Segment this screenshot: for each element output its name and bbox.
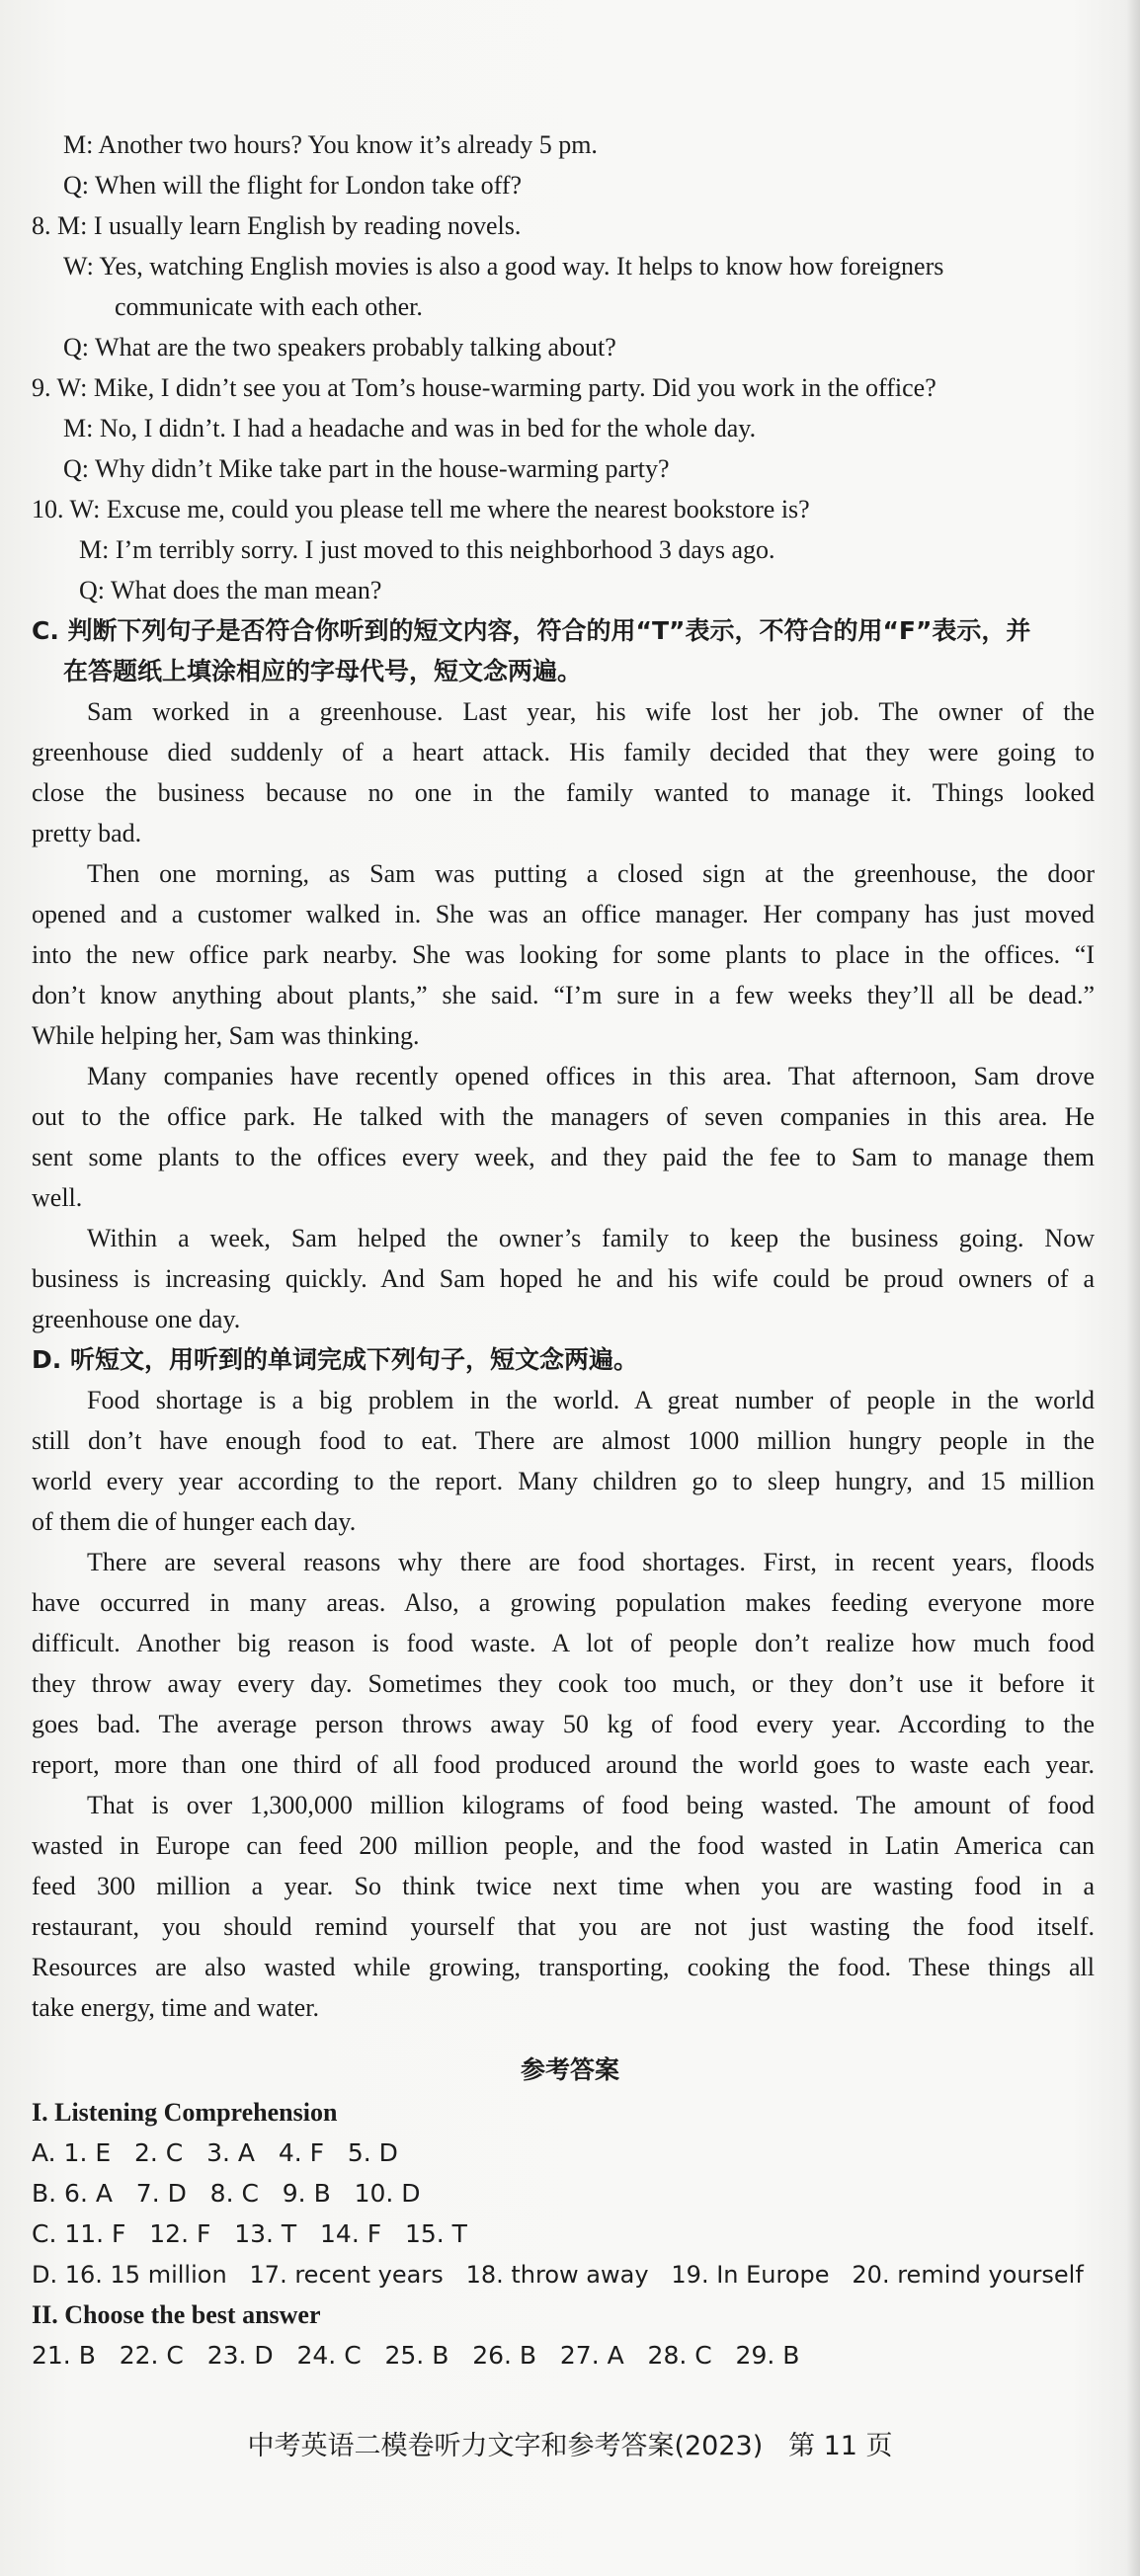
dialogue-8-line-w-cont: communicate with each other.	[115, 292, 423, 321]
answer-row-part2: 21. B 22. C 23. D 24. C 25. B 26. B 27. A 28. C 29. B	[32, 2341, 800, 2370]
answer-key-title: 参考答案	[520, 2055, 619, 2084]
passage-d-line: have occurred in many areas. Also, a growing population makes feeding everyone more	[32, 1588, 1095, 1617]
passage-c-line: out to the office park. He talked with the managers of seven companies in this area. He	[32, 1102, 1095, 1131]
passage-d-line: of them die of hunger each day.	[32, 1507, 357, 1536]
passage-d-line: Food shortage is a big problem in the world. A great number of people in the world	[87, 1386, 1095, 1414]
page-edge-shadow	[1126, 0, 1140, 2576]
section-d-heading: D. 听短文，用听到的单词完成下列句子，短文念两遍。	[32, 1345, 638, 1374]
dialogue-9-line-q: Q: Why didn’t Mike take part in the house-warming party?	[63, 454, 670, 483]
dialogue-8-line-q: Q: What are the two speakers probably talking about?	[63, 333, 616, 362]
passage-c-line: Sam worked in a greenhouse. Last year, his wife lost her job. The owner of the	[87, 697, 1095, 726]
passage-d-line: take energy, time and water.	[32, 1993, 319, 2022]
answer-row-c: C. 11. F 12. F 13. T 14. F 15. T	[32, 2219, 467, 2248]
passage-c-line: sent some plants to the offices every week, and they paid the fee to Sam to manage them	[32, 1143, 1095, 1171]
passage-d-line: restaurant, you should remind yourself that you are not just wasting the food itself.	[32, 1912, 1095, 1941]
passage-d-line: Resources are also wasted while growing, transporting, cooking the food. These things all	[32, 1953, 1095, 1981]
passage-c-line: Many companies have recently opened offices in this area. That afternoon, Sam drove	[87, 1062, 1095, 1090]
passage-c-line: Then one morning, as Sam was putting a closed sign at the greenhouse, the door	[87, 859, 1095, 888]
passage-c-line: close the business because no one in the family wanted to manage it. Things looked	[32, 778, 1095, 807]
dialogue-10-line-w: 10. W: Excuse me, could you please tell me where the nearest bookstore is?	[32, 495, 810, 523]
passage-d-line: difficult. Another big reason is food waste. A lot of people don’t realize how much food	[32, 1629, 1095, 1657]
passage-c-line: greenhouse died suddenly of a heart attack. His family decided that they were going to	[32, 738, 1095, 766]
passage-d-line: still don’t have enough food to eat. There are almost 1000 million hungry people in the	[32, 1426, 1095, 1455]
passage-c-line: While helping her, Sam was thinking.	[32, 1021, 420, 1050]
answer-row-a: A. 1. E 2. C 3. A 4. F 5. D	[32, 2138, 398, 2167]
passage-c-line: into the new office park nearby. She was looking for some plants to place in the offices. “I	[32, 940, 1095, 969]
dialogue-9-line-m: M: No, I didn’t. I had a headache and was in bed for the whole day.	[63, 414, 757, 443]
answer-row-d: D. 16. 15 million 17. recent years 18. throw away 19. In Europe 20. remind yourself	[32, 2261, 1084, 2289]
passage-c-line: pretty bad.	[32, 819, 142, 847]
passage-d-line: That is over 1,300,000 million kilograms of food being wasted. The amount of food	[87, 1791, 1095, 1819]
passage-c-line: Within a week, Sam helped the owner’s family to keep the business going. Now	[87, 1224, 1095, 1252]
section-c-heading-2: 在答题纸上填涂相应的字母代号，短文念两遍。	[63, 657, 583, 685]
section-c-heading-1: C. 判断下列句子是否符合你听到的短文内容，符合的用“T”表示，不符合的用“F”表示，并	[32, 616, 1031, 645]
dialogue-9-line-w: 9. W: Mike, I didn’t see you at Tom’s house-warming party. Did you work in the office?	[32, 373, 936, 402]
passage-d-line: they throw away every day. Sometimes they cook too much, or they don’t use it before it	[32, 1669, 1095, 1698]
passage-d-line: report, more than one third of all food produced around the world goes to waste each year.	[32, 1750, 1095, 1779]
passage-d-line: feed 300 million a year. So think twice next time when you are wasting food in a	[32, 1872, 1095, 1900]
answer-row-b: B. 6. A 7. D 8. C 9. B 10. D	[32, 2179, 421, 2208]
dialogue-8-line-m: 8. M: I usually learn English by reading novels.	[32, 211, 522, 240]
passage-c-line: business is increasing quickly. And Sam hoped he and his wife could be proud owners of a	[32, 1264, 1095, 1293]
part2-title: II. Choose the best answer	[32, 2300, 321, 2329]
dialogue-8-line-w: W: Yes, watching English movies is also a good way. It helps to know how foreigners	[63, 252, 944, 281]
dialogue-7-line-q: Q: When will the flight for London take off?	[63, 171, 523, 200]
passage-d-line: goes bad. The average person throws away 50 kg of food every year. According to the	[32, 1710, 1095, 1738]
passage-c-line: don’t know anything about plants,” she said. “I’m sure in a few weeks they’ll all be dead.”	[32, 981, 1095, 1009]
passage-d-line: world every year according to the report. Many children go to sleep hungry, and 15 million	[32, 1467, 1095, 1495]
page-footer: 中考英语二模卷听力文字和参考答案(2023) 第 11 页	[247, 2431, 893, 2461]
passage-c-line: well.	[32, 1183, 83, 1212]
dialogue-10-line-q: Q: What does the man mean?	[79, 576, 382, 604]
passage-c-line: greenhouse one day.	[32, 1305, 241, 1333]
passage-d-line: There are several reasons why there are food shortages. First, in recent years, floods	[87, 1548, 1095, 1576]
passage-d-line: wasted in Europe can feed 200 million people, and the food wasted in Latin America can	[32, 1831, 1095, 1860]
dialogue-7-line-m: M: Another two hours? You know it’s already 5 pm.	[63, 130, 598, 159]
passage-c-line: opened and a customer walked in. She was an office manager. Her company has just moved	[32, 900, 1095, 928]
part1-title: I. Listening Comprehension	[32, 2098, 338, 2127]
dialogue-10-line-m: M: I’m terribly sorry. I just moved to this neighborhood 3 days ago.	[79, 535, 775, 564]
